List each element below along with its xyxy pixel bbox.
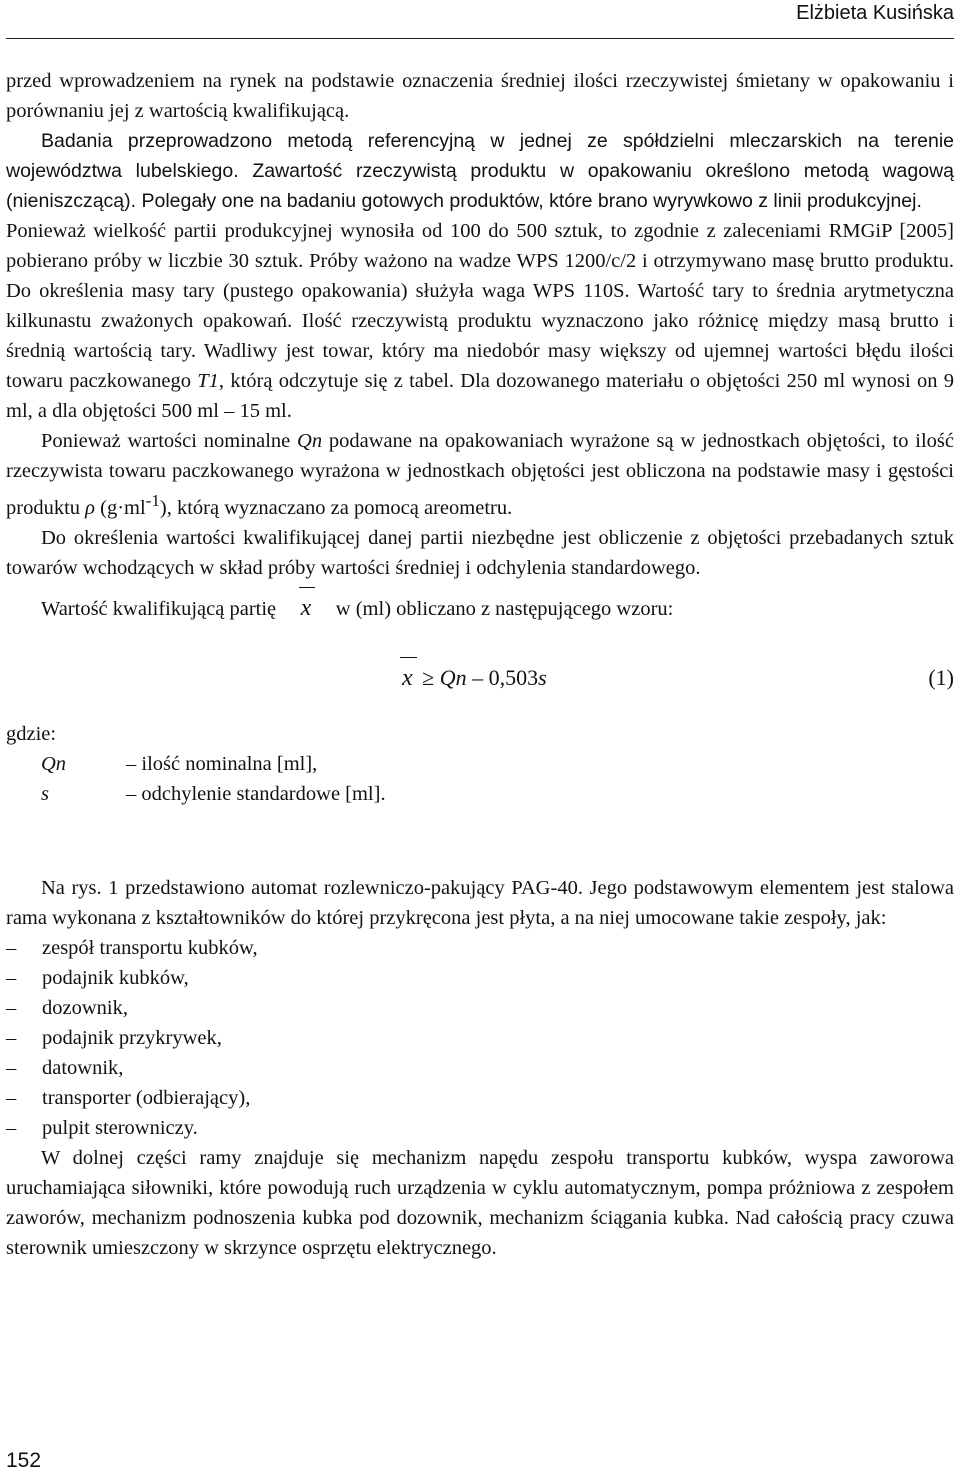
qn-symbol: Qn xyxy=(297,430,323,452)
equation-number: (1) xyxy=(928,664,954,690)
list-dash: – xyxy=(6,1116,17,1139)
list-item xyxy=(6,993,954,1023)
equation-1 xyxy=(6,657,954,719)
list-item-text: podajnik kubków, xyxy=(42,966,189,989)
list-item-text: datownik, xyxy=(42,1056,124,1079)
list-item xyxy=(6,963,954,993)
list-item-text: podajnik przykrywek, xyxy=(42,1026,222,1049)
list-dash: – xyxy=(6,1056,17,1079)
nominal-text-a: Ponieważ wartości nominalne xyxy=(41,430,298,452)
page-number: 152 xyxy=(6,1449,42,1472)
paragraph-nominal xyxy=(6,426,954,523)
list-item-text: dozownik, xyxy=(42,996,128,1019)
definition-text: – ilość nominalna [ml], xyxy=(126,752,318,775)
list-item xyxy=(6,1113,954,1143)
equation-s: s xyxy=(538,664,547,690)
t1-symbol: T1 xyxy=(197,370,219,392)
header-rule xyxy=(6,38,954,39)
body-text xyxy=(6,66,954,1263)
list-dash: – xyxy=(6,966,17,989)
list-dash: – xyxy=(6,1026,17,1049)
nominal-text-b: podawane na opakowaniach wyrażone są w jednostkach objętości, to ilość rzeczywista towaru paczkowanego wyrażona w jednostkach objętości jest obliczona na podstawie masy i gęstości produktu xyxy=(6,430,955,519)
formula-intro-line xyxy=(6,591,954,657)
definition-symbol: s xyxy=(41,782,49,805)
sampling-text-b: , którą odczytuje się z tabel. Dla dozowanego materiału o objętości 250 ml wynosi on 9 ml, a dla objętości 500 ml – 15 ml. xyxy=(6,370,954,422)
equation-qn: Qn xyxy=(439,664,467,690)
nominal-text-d: ), którą wyznaczano za pomocą areometru. xyxy=(159,496,513,519)
equation-rest: – 0,503 xyxy=(472,664,539,690)
list-dash: – xyxy=(6,996,17,1019)
methods-text: Badania przeprowadzono metodą referencyjną w jednej ze spółdzielni mleczarskich na terenie województwa lubelskiego. Zawartość rzeczywistą produktu w opakowaniu określono metodą wagową (nieniszczącą). Polegały one na badaniu gotowych produktów, które brano wyrywkowo z linii produkcyjnej. xyxy=(6,130,954,212)
where-label: gdzie: xyxy=(6,722,57,745)
formula-intro-text-b: w (ml) obliczano z następującego wzoru: xyxy=(335,597,674,620)
sampling-text-a: Ponieważ wielkość partii produkcyjnej wynosiła od 100 do 500 sztuk, to zgodnie z zaleceniami RMGiP [2005] pobierano próby w liczbie 30 sztuk. Próby ważono na wadze WPS 1200/c/2 i otrzymywano masę brutto produktu. Do określenia masy tary (pustego opakowania) służyła waga WPS 110S. Wartość tary to średnia arytmetyczna kilkunastu zważonych opakowań. Ilość rzeczywistą produktu wyznaczono jako różnicę między masą brutto i średnią wartością tary. Wadliwy jest towar, który ma niedobór masy większy od ujemnej wartości błędu ilości towaru paczkowanego xyxy=(6,220,954,392)
list-dash: – xyxy=(6,1086,17,1109)
list-item xyxy=(6,1053,954,1083)
list-item xyxy=(6,933,954,963)
paragraph-sampling xyxy=(6,216,954,426)
paragraph-methods xyxy=(6,126,954,216)
list-item-text: transporter (odbierający), xyxy=(42,1086,251,1109)
running-header-author: Elżbieta Kusińska xyxy=(796,2,954,24)
paragraph-intro: przed wprowadzeniem na rynek na podstawie oznaczenia średniej ilości rzeczywistej śmietany w opakowaniu i porównaniu jej z wartością kwalifikującą. xyxy=(6,70,954,122)
definition-text: – odchylenie standardowe [ml]. xyxy=(126,782,386,805)
list-item-text: zespół transportu kubków, xyxy=(42,936,258,959)
equation-geq: ≥ xyxy=(422,664,435,690)
list-item-text: pulpit sterowniczy. xyxy=(42,1116,198,1139)
component-list xyxy=(6,933,954,1143)
equation-expression xyxy=(398,663,547,693)
list-item xyxy=(6,1083,954,1113)
list-dash: – xyxy=(6,936,17,959)
unit-superscript: -1 xyxy=(145,491,160,510)
equation-x-bar: x xyxy=(398,663,417,693)
paragraph-qualifying: Do określenia wartości kwalifikującej danej partii niezbędne jest obliczenie z objętości przebadanych sztuk towarów wchodzących w skład próby wartości średniej i odchylenia standardowego. xyxy=(6,526,954,579)
x-bar-symbol: x xyxy=(297,593,316,623)
paragraph-mechanisms: W dolnej części ramy znajduje się mechanizm napędu zespołu transportu kubków, wyspa zaworowa uruchamiająca siłowniki, które powodują ruch urządzenia w cyklu automatycznym, pompa próżniowa z zespołem zaworów, mechanizm podnoszenia kubka pod dozownik, mechanizm ściągania kubka. Nad całością pracy czuwa sterownik umieszczony w skrzynce osprzętu elektrycznego. xyxy=(6,1146,954,1259)
variable-definitions xyxy=(6,719,954,819)
nominal-text-c: (g·ml xyxy=(95,496,146,519)
definition-symbol: Qn xyxy=(41,752,67,775)
list-item xyxy=(6,1023,954,1053)
rho-symbol: ρ xyxy=(85,496,95,519)
formula-intro-text-a: Wartość kwalifikującą partię xyxy=(41,597,277,620)
paragraph-machine: Na rys. 1 przedstawiono automat rozlewniczo-pakujący PAG-40. Jego podstawowym elementem jest stalowa rama wykonana z kształtowników do której przykręcona jest płyta, a na niej umocowane takie zespoły, jak: xyxy=(6,876,954,929)
